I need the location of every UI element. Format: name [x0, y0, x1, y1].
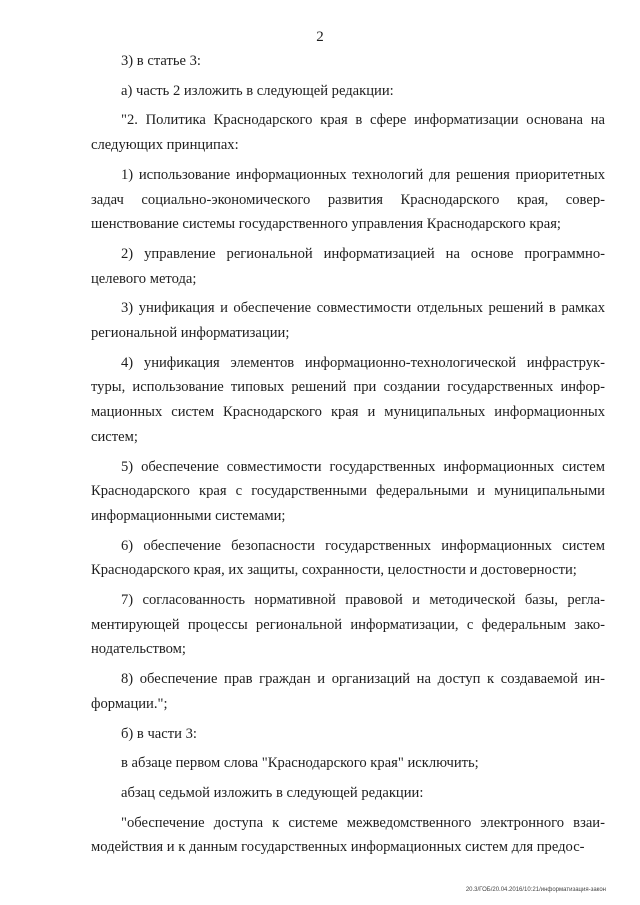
list-item-principle-7: 7) согласованность нормативной правовой и методической базы, регламентирующей процессы региональной информатизации, с федеральным законодательством;: [91, 592, 605, 658]
list-item-principle-3: 3) унификация и обеспечение совместимости отдельных решений в рамках региональной информатизации;: [91, 300, 605, 342]
paragraph-part-3-heading: б) в части 3:: [121, 725, 197, 742]
list-item-principle-8: 8) обеспечение прав граждан и организаций на доступ к создаваемой информации.";: [91, 671, 605, 712]
paragraph-policy-principles: "2. Политика Краснодарского края в сфере информатизации основана на следующих принципах:: [91, 112, 605, 154]
list-item-principle-4: 4) унификация элементов информационно-технологической инфраструктуры, использование типовых решений при создании государственных информационных систем Краснодарского края и муниципальных информационных систем;: [91, 354, 605, 445]
paragraph-first-abzac: в абзаце первом слова "Краснодарского края" исключить;: [121, 755, 479, 772]
list-item-principle-6: 6) обеспечение безопасности государственных информационных систем Краснодарского края, их защиты, сохранности, целостности и достоверности;: [91, 537, 605, 579]
paragraph-article-3: 3) в статье 3:: [121, 53, 201, 69]
list-item-principle-1: 1) использование информационных технологий для решения приоритетных задач социально-экономического развития Краснодарского края, совершенствование системы государственного управления Краснодарского края;: [91, 166, 605, 233]
paragraph-part-2-heading: а) часть 2 изложить в следующей редакции:: [121, 82, 394, 99]
paragraph-access-provision: "обеспечение доступа к системе межведомственного электронного взаимодействия и к данным государственных информационных систем для предос-: [91, 814, 605, 856]
list-item-principle-2: 2) управление региональной информатизацией на основе программно-целевого метода;: [91, 245, 605, 287]
document-footer-reference: 20.3/ГОБ/20.04.2016/10:21/информатизация-закон: [465, 887, 606, 893]
list-item-principle-5: 5) обеспечение совместимости государственных информационных систем Краснодарского края с государственными федеральными и муниципальными информационными системами;: [91, 458, 605, 524]
document-body: [91, 49, 605, 860]
page-number: 2: [316, 29, 324, 45]
paragraph-seventh-abzac: абзац седьмой изложить в следующей редакции:: [121, 784, 424, 801]
